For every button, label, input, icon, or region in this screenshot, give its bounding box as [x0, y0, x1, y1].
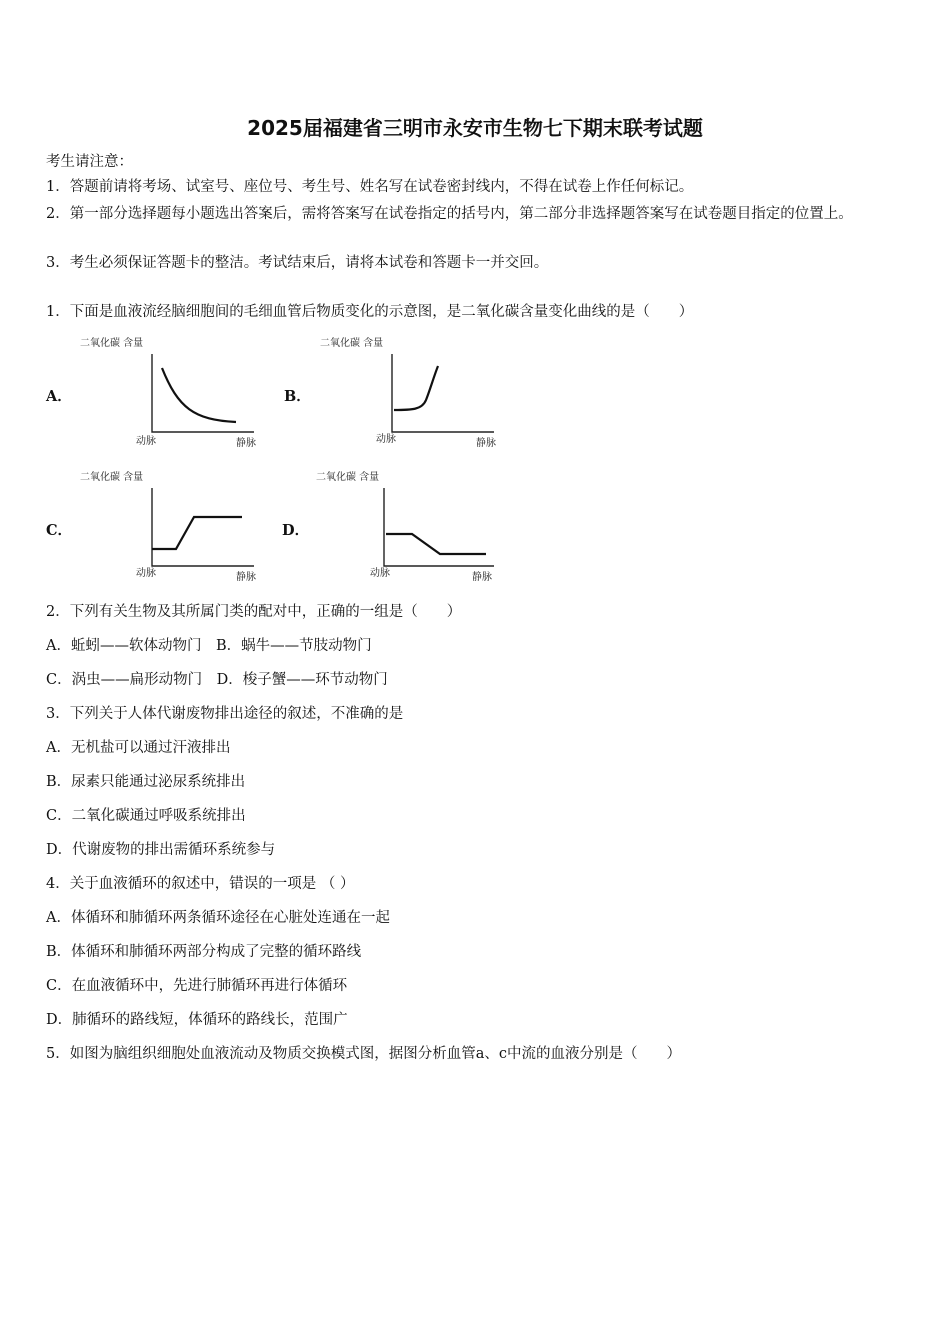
question-4-stem: 4．关于血液循环的叙述中，错误的一项是 （ ）	[46, 876, 355, 892]
q1-option-c-label[interactable]: C．	[46, 522, 73, 539]
notice-item-2: 2．第一部分选择题每小题选出答案后，需将答案写在试卷指定的括号内，第二部分非选择题答案写在试卷题目指定的位置上。	[46, 206, 853, 222]
question-3-stem: 3．下列关于人体代谢废物排出途径的叙述，不准确的是	[46, 706, 404, 722]
question-5-stem: 5．如图为脑组织细胞处血液流动及物质交换模式图，据图分析血管a、c中流的血液分别是（ ）	[46, 1046, 681, 1062]
graph-d-x-end: 静脉	[472, 572, 492, 583]
question-3-option-d[interactable]: D．代谢废物的排出需循环系统参与	[46, 842, 276, 858]
graph-b-ylabel: 二氧化碳 含量	[320, 338, 384, 349]
graph-a-axes	[152, 354, 254, 432]
question-3-option-c[interactable]: C．二氧化碳通过呼吸系统排出	[46, 808, 246, 824]
graph-a-ylabel: 二氧化碳 含量	[80, 338, 144, 349]
page-title: 2025届福建省三明市永安市生物七下期末联考试题	[247, 116, 703, 140]
graph-b-axes	[392, 354, 494, 432]
graph-b-curve	[394, 366, 438, 410]
q1-graph-a	[76, 332, 276, 452]
question-3-option-a[interactable]: A．无机盐可以通过汗液排出	[46, 740, 231, 756]
q1-option-d-label[interactable]: D．	[282, 522, 310, 539]
notice-heading: 考生请注意：	[46, 154, 133, 170]
graph-c-axes	[152, 488, 254, 566]
q1-graph-d	[314, 466, 514, 586]
graph-d-ylabel: 二氧化碳 含量	[316, 472, 380, 483]
graph-a-curve	[162, 368, 236, 422]
graph-c-x-end: 静脉	[236, 572, 256, 583]
graph-a-x-start: 动脉	[136, 436, 156, 447]
question-2-options-row-1[interactable]: A．蚯蚓——软体动物门 B．蜗牛——节肢动物门	[46, 638, 372, 654]
question-2-options-row-2[interactable]: C．涡虫——扁形动物门 D．梭子蟹——环节动物门	[46, 672, 388, 688]
graph-c-curve	[152, 517, 242, 549]
q1-option-a-label[interactable]: A．	[46, 388, 72, 405]
question-4-option-c[interactable]: C．在血液循环中，先进行肺循环再进行体循环	[46, 978, 348, 994]
q1-graph-c	[76, 466, 276, 586]
graph-b-x-start: 动脉	[376, 434, 396, 445]
question-3-option-b[interactable]: B．尿素只能通过泌尿系统排出	[46, 774, 246, 790]
q1-graph-b	[316, 332, 516, 452]
graph-c-x-start: 动脉	[136, 568, 156, 579]
graph-c-ylabel: 二氧化碳 含量	[80, 472, 144, 483]
graph-d-x-start: 动脉	[370, 568, 390, 579]
question-4-option-a[interactable]: A．体循环和肺循环两条循环途径在心脏处连通在一起	[46, 910, 390, 926]
question-4-option-b[interactable]: B．体循环和肺循环两部分构成了完整的循环路线	[46, 944, 362, 960]
notice-item-3: 3．考生必须保证答题卡的整洁。考试结束后，请将本试卷和答题卡一并交回。	[46, 255, 549, 271]
question-2-stem: 2．下列有关生物及其所属门类的配对中，正确的一组是（ ）	[46, 604, 462, 620]
graph-d-curve	[386, 534, 486, 554]
question-1-stem: 1．下面是血液流经脑细胞间的毛细血管后物质变化的示意图，是二氧化碳含量变化曲线的是（ ）	[46, 304, 694, 320]
question-4-option-d[interactable]: D．肺循环的路线短，体循环的路线长，范围广	[46, 1012, 348, 1028]
graph-b-x-end: 静脉	[476, 438, 496, 449]
notice-item-1: 1．答题前请将考场、试室号、座位号、考生号、姓名写在试卷密封线内，不得在试卷上作任何标记。	[46, 179, 694, 195]
graph-a-x-end: 静脉	[236, 438, 256, 449]
q1-option-b-label[interactable]: B．	[284, 388, 311, 405]
